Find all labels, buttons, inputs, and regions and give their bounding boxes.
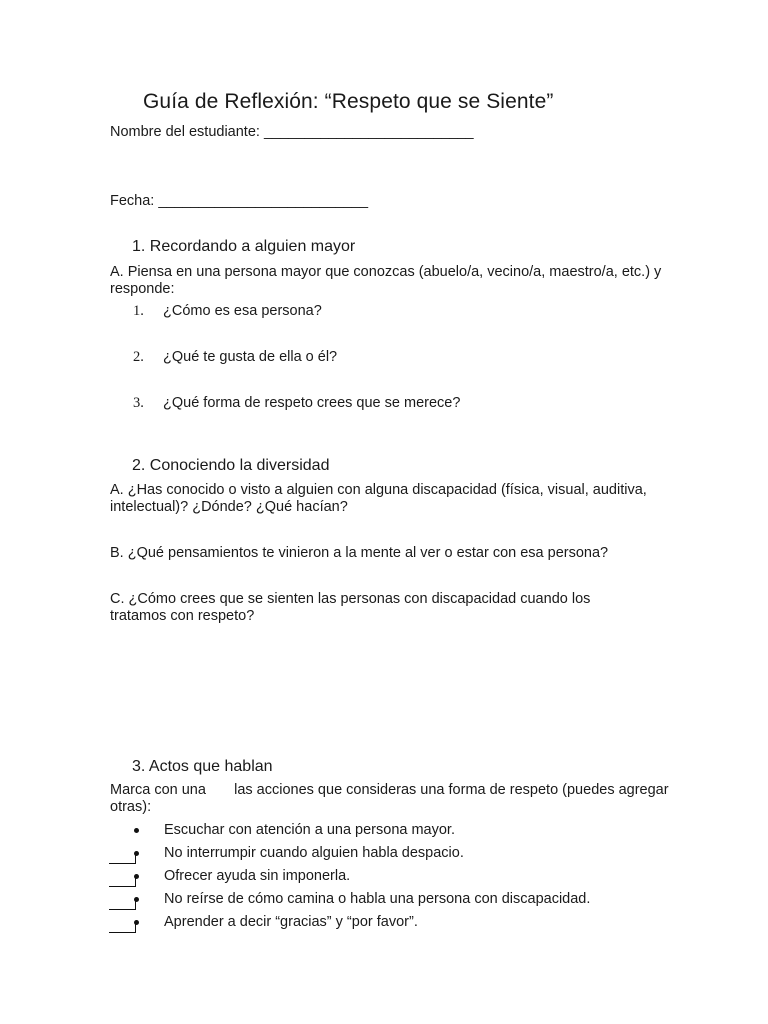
- question-text: ¿Cómo es esa persona?: [163, 303, 322, 319]
- student-name-field[interactable]: Nombre del estudiante: __________________________: [110, 124, 474, 140]
- bullet-icon: [134, 920, 139, 925]
- question-a: A. ¿Has conocido o visto a alguien con alguna discapacidad (física, visual, auditiva, intelectual)? ¿Dónde? ¿Qué hacían?: [110, 482, 647, 515]
- bullet-icon: [134, 828, 139, 833]
- action-item: No interrumpir cuando alguien habla despacio.: [164, 845, 464, 861]
- action-item: No reírse de cómo camina o habla una persona con discapacidad.: [164, 891, 591, 907]
- checkbox-blank[interactable]: [109, 875, 136, 887]
- section-2-heading: 2. Conociendo la diversidad: [132, 457, 330, 474]
- checkbox-blank[interactable]: [109, 852, 136, 864]
- section-1-heading: 1. Recordando a alguien mayor: [132, 238, 356, 255]
- section-3-intro: Marca con una las acciones que consideras una forma de respeto (puedes agregar otras):: [110, 782, 673, 815]
- action-item: Escuchar con atención a una persona mayor.: [164, 822, 455, 838]
- question-number: 3.: [133, 395, 144, 411]
- checkbox-blank[interactable]: [109, 898, 136, 910]
- bullet-icon: [134, 897, 139, 902]
- question-number: 2.: [133, 349, 144, 365]
- bullet-icon: [134, 874, 139, 879]
- question-number: 1.: [133, 303, 144, 319]
- question-text: ¿Qué forma de respeto crees que se merece?: [163, 395, 461, 411]
- checkbox-blank[interactable]: [109, 921, 136, 933]
- question-c: C. ¿Cómo crees que se sienten las personas con discapacidad cuando los tratamos con respeto?: [110, 591, 591, 624]
- page-title: Guía de Reflexión: “Respeto que se Siente”: [143, 90, 554, 113]
- date-field[interactable]: Fecha: __________________________: [110, 193, 369, 209]
- bullet-icon: [134, 851, 139, 856]
- question-b: B. ¿Qué pensamientos te vinieron a la mente al ver o estar con esa persona?: [110, 545, 609, 561]
- action-item: Ofrecer ayuda sin imponerla.: [164, 868, 351, 884]
- action-item: Aprender a decir “gracias” y “por favor”.: [164, 914, 418, 930]
- section-3-heading: 3. Actos que hablan: [132, 758, 273, 775]
- question-text: ¿Qué te gusta de ella o él?: [163, 349, 338, 365]
- section-1-intro: A. Piensa en una persona mayor que conozcas (abuelo/a, vecino/a, maestro/a, etc.) y responde:: [110, 264, 662, 297]
